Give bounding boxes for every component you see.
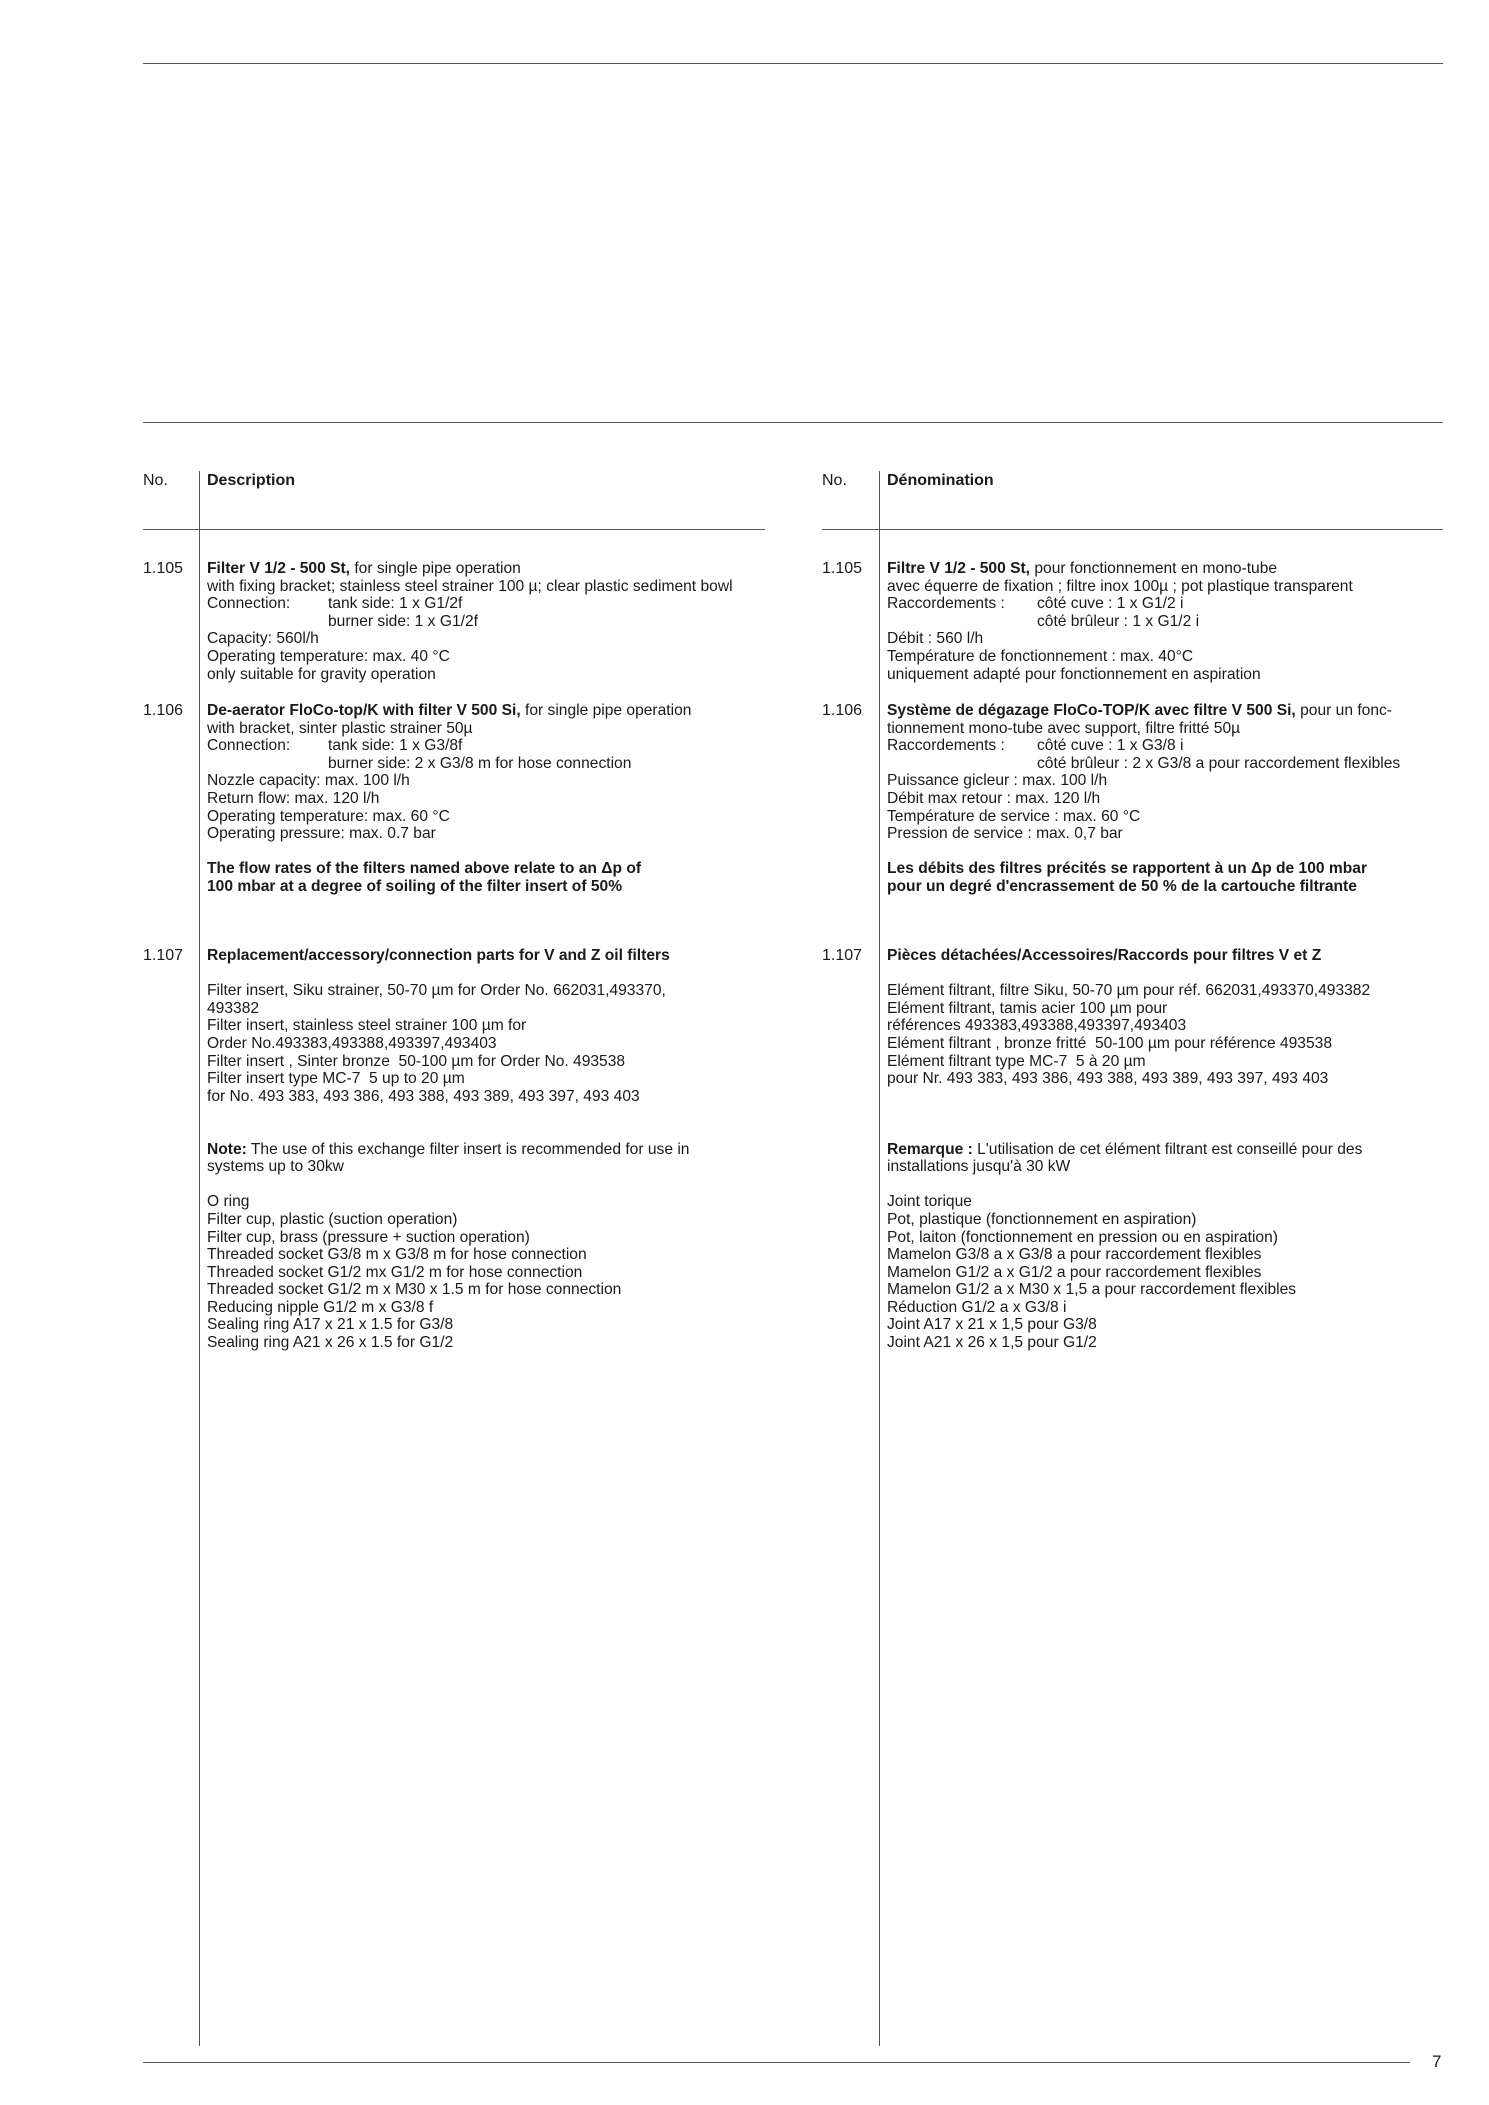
part-line: Joint A17 x 21 x 1,5 pour G3/8 xyxy=(887,1316,1097,1334)
part-line: Filter insert, Siku strainer, 50-70 µm for Order No. 662031,493370, xyxy=(207,982,666,1000)
part-line: for No. 493 383, 493 386, 493 388, 493 389, 493 397, 493 403 xyxy=(207,1087,640,1105)
part-line: Reducing nipple G1/2 m x G3/8 f xyxy=(207,1298,434,1316)
header-underline-en xyxy=(143,529,765,530)
flow-rate-note: 100 mbar at a degree of soiling of the filter insert of 50% xyxy=(207,877,623,895)
part-line: Mamelon G3/8 a x G3/8 a pour raccordement flexibles xyxy=(887,1246,1262,1264)
item-line: burner side: 1 x G1/2f xyxy=(328,612,478,630)
item-line: Température de service : max. 60 °C xyxy=(887,807,1141,825)
note-text: installations jusqu'à 30 kW xyxy=(887,1158,1071,1176)
item-line-label: Connection: xyxy=(207,737,291,755)
item-number-1106-fr: 1.106 xyxy=(822,702,863,719)
part-line: Threaded socket G1/2 m x M30 x 1.5 m for hose connection xyxy=(207,1281,622,1299)
part-line: 493382 xyxy=(207,999,260,1017)
part-line: Filter cup, plastic (suction operation) xyxy=(207,1210,458,1228)
item-number-1107-fr: 1.107 xyxy=(822,947,863,964)
item-line: côté cuve : 1 x G3/8 i xyxy=(1037,737,1184,755)
bottom-rule xyxy=(143,2062,1410,2063)
column-divider-fr xyxy=(879,471,880,2046)
item-line: burner side: 2 x G3/8 m for hose connection xyxy=(328,754,632,772)
item-title: De-aerator FloCo-top/K with filter V 500 Si, xyxy=(207,702,521,719)
header-underline-fr xyxy=(822,529,1443,530)
item-line: Nozzle capacity: max. 100 l/h xyxy=(207,772,410,790)
header-description-fr: Dénomination xyxy=(887,472,994,489)
note-text: L'utilisation de cet élément filtrant est conseillé pour des xyxy=(972,1140,1363,1158)
part-line: Filter insert type MC-7 5 up to 20 µm xyxy=(207,1070,465,1088)
column-divider-en xyxy=(199,471,200,2046)
item-title: Filter V 1/2 - 500 St, xyxy=(207,560,351,577)
part-line: Pot, plastique (fonctionnement en aspiration) xyxy=(887,1210,1197,1228)
item-1107-en xyxy=(207,947,689,1352)
part-line: Joint A21 x 26 x 1,5 pour G1/2 xyxy=(887,1334,1097,1352)
item-line: Return flow: max. 120 l/h xyxy=(207,789,380,807)
item-number-1105-fr: 1.105 xyxy=(822,560,863,577)
header-no-fr: No. xyxy=(822,472,847,489)
item-line: Operating temperature: max. 60 °C xyxy=(207,807,450,825)
item-line: côté cuve : 1 x G1/2 i xyxy=(1037,595,1184,613)
item-line: avec équerre de fixation ; filtre inox 100µ ; pot plastique transparent xyxy=(887,577,1353,595)
part-line: O ring xyxy=(207,1193,250,1211)
item-line: côté brûleur : 2 x G3/8 a pour raccordement flexibles xyxy=(1037,754,1401,772)
flow-rate-note: The flow rates of the filters named above relate to an Δp of xyxy=(207,860,642,878)
part-line: Elément filtrant, tamis acier 100 µm pour xyxy=(887,999,1168,1017)
item-line: Capacity: 560l/h xyxy=(207,630,319,648)
item-title-rest: pour un fonc- xyxy=(1295,702,1392,719)
part-line: Filter insert, stainless steel strainer 100 µm for xyxy=(207,1017,527,1035)
item-line: Température de fonctionnement : max. 40°C xyxy=(887,647,1194,665)
part-line: Pot, laiton (fonctionnement en pression ou en aspiration) xyxy=(887,1228,1278,1246)
part-line: Mamelon G1/2 a x M30 x 1,5 a pour raccordement flexibles xyxy=(887,1281,1297,1299)
part-line: Elément filtrant type MC-7 5 à 20 µm xyxy=(887,1052,1146,1070)
item-line: only suitable for gravity operation xyxy=(207,665,436,683)
item-line: Pression de service : max. 0,7 bar xyxy=(887,825,1123,843)
part-line: Joint torique xyxy=(887,1193,972,1211)
part-line: Sealing ring A21 x 26 x 1.5 for G1/2 xyxy=(207,1334,454,1352)
item-line: Débit : 560 l/h xyxy=(887,630,984,648)
item-line: with bracket, sinter plastic strainer 50µ xyxy=(207,719,473,737)
item-title-rest: pour fonctionnement en mono-tube xyxy=(1030,560,1278,577)
part-line: références 493383,493388,493397,493403 xyxy=(887,1017,1187,1035)
flow-rate-note: pour un degré d'encrassement de 50 % de la cartouche filtrante xyxy=(887,877,1357,895)
item-line-label: Raccordements : xyxy=(887,595,1005,613)
item-line: Puissance gicleur : max. 100 l/h xyxy=(887,772,1108,790)
item-title: Filtre V 1/2 - 500 St, xyxy=(887,560,1031,577)
item-line: tank side: 1 x G3/8f xyxy=(328,737,463,755)
item-line-label: Raccordements : xyxy=(887,737,1005,755)
item-1107-fr xyxy=(887,947,1370,1352)
item-title: Système de dégazage FloCo-TOP/K avec filtre V 500 Si, xyxy=(887,702,1296,719)
part-line: Mamelon G1/2 a x G1/2 a pour raccordement flexibles xyxy=(887,1263,1262,1281)
part-line: pour Nr. 493 383, 493 386, 493 388, 493 389, 493 397, 493 403 xyxy=(887,1070,1329,1088)
item-title: Pièces détachées/Accessoires/Raccords pour filtres V et Z xyxy=(887,947,1322,964)
part-line: Elément filtrant , bronze fritté 50-100 µm pour référence 493538 xyxy=(887,1034,1332,1052)
part-line: Réduction G1/2 a x G3/8 i xyxy=(887,1298,1067,1316)
item-title-rest: for single pipe operation xyxy=(520,702,692,719)
item-line: Débit max retour : max. 120 l/h xyxy=(887,789,1101,807)
section-rule xyxy=(143,422,1443,423)
item-line: côté brûleur : 1 x G1/2 i xyxy=(1037,612,1200,630)
header-description-en: Description xyxy=(207,472,296,489)
part-line: Elément filtrant, filtre Siku, 50-70 µm pour réf. 662031,493370,493382 xyxy=(887,982,1371,1000)
note-text: systems up to 30kw xyxy=(207,1158,344,1176)
item-1106-en xyxy=(207,702,691,896)
item-line: Operating temperature: max. 40 °C xyxy=(207,647,450,665)
item-line: with fixing bracket; stainless steel strainer 100 µ; clear plastic sediment bowl xyxy=(207,577,733,595)
item-1105-fr xyxy=(887,560,1353,683)
part-line: Filter insert , Sinter bronze 50-100 µm for Order No. 493538 xyxy=(207,1052,626,1070)
note-text: The use of this exchange filter insert is recommended for use in xyxy=(246,1140,690,1158)
item-line-label: Connection: xyxy=(207,595,291,613)
part-line: Order No.493383,493388,493397,493403 xyxy=(207,1034,497,1052)
item-number-1107-en: 1.107 xyxy=(143,947,184,964)
item-line: tank side: 1 x G1/2f xyxy=(328,595,463,613)
part-line: Filter cup, brass (pressure + suction operation) xyxy=(207,1228,530,1246)
part-line: Sealing ring A17 x 21 x 1.5 for G3/8 xyxy=(207,1316,454,1334)
item-number-1106-en: 1.106 xyxy=(143,702,184,719)
part-line: Threaded socket G1/2 mx G1/2 m for hose connection xyxy=(207,1263,583,1281)
item-line: tionnement mono-tube avec support, filtre fritté 50µ xyxy=(887,719,1241,737)
note-label: Note: xyxy=(207,1140,247,1158)
item-1105-en xyxy=(207,560,733,683)
item-title: Replacement/accessory/connection parts for V and Z oil filters xyxy=(207,947,670,964)
note-label: Remarque : xyxy=(887,1140,973,1158)
item-line: uniquement adapté pour fonctionnement en aspiration xyxy=(887,665,1261,683)
part-line: Threaded socket G3/8 m x G3/8 m for hose connection xyxy=(207,1246,587,1264)
header-no-en: No. xyxy=(143,472,168,489)
item-number-1105-en: 1.105 xyxy=(143,560,184,577)
item-line: Operating pressure: max. 0.7 bar xyxy=(207,825,436,843)
flow-rate-note: Les débits des filtres précités se rapportent à un Δp de 100 mbar xyxy=(887,860,1368,878)
page-number: 7 xyxy=(1432,2052,1442,2071)
item-1106-fr xyxy=(887,702,1400,896)
top-rule xyxy=(143,63,1443,64)
item-title-rest: for single pipe operation xyxy=(350,560,521,577)
